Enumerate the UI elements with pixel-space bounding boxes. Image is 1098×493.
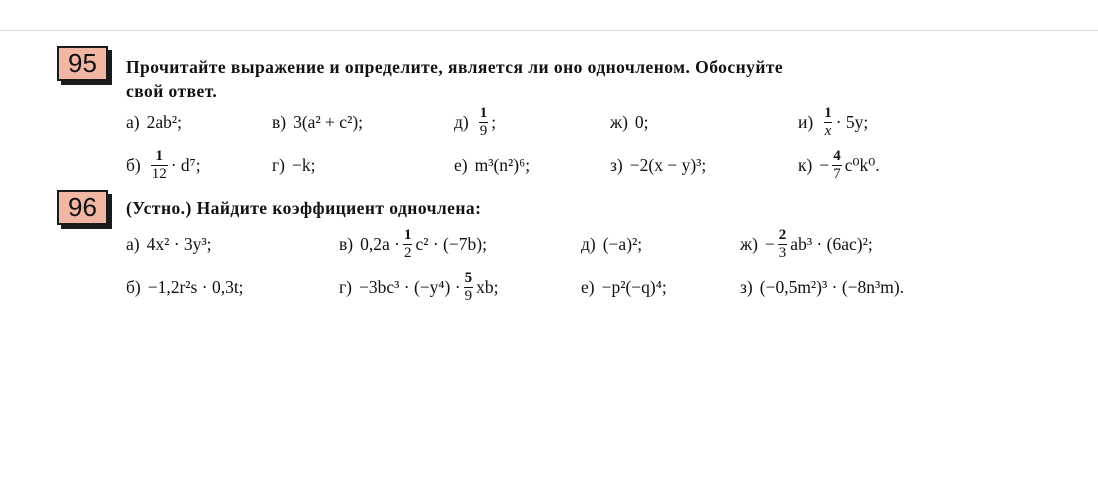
item-expression: ab³ · (6ac)²; bbox=[790, 233, 873, 254]
item-expression-prefix: 0,2a · bbox=[360, 233, 400, 254]
item-expression: −1,2r²s · 0,3t; bbox=[147, 276, 244, 297]
fraction-denominator: 7 bbox=[833, 165, 841, 182]
exercise-item-z bbox=[740, 272, 904, 302]
task-statement-line: (Устно.) Найдите коэффициент одночлена: bbox=[126, 198, 482, 218]
item-label: г) bbox=[272, 154, 286, 175]
exercise-item-e bbox=[581, 272, 667, 302]
fraction-denominator: 12 bbox=[151, 165, 167, 182]
fraction bbox=[823, 105, 833, 140]
exercise-item-k bbox=[798, 143, 880, 187]
item-label: в) bbox=[272, 111, 287, 132]
exercise-item-i bbox=[798, 100, 868, 144]
item-label: г) bbox=[339, 276, 353, 297]
item-label: а) bbox=[126, 111, 140, 132]
exercise-item-a bbox=[126, 107, 182, 137]
item-expression-prefix: − bbox=[764, 233, 775, 254]
fraction-denominator: x bbox=[824, 122, 832, 139]
item-label: ж) bbox=[740, 233, 758, 254]
fraction bbox=[151, 148, 168, 183]
fraction-denominator: 9 bbox=[464, 287, 473, 304]
item-expression: m³(n²)⁶; bbox=[474, 154, 531, 175]
exercise-item-zh bbox=[610, 107, 649, 137]
page-top-rule bbox=[0, 30, 1098, 31]
item-label: ж) bbox=[610, 111, 628, 132]
exercise-item-b bbox=[126, 272, 244, 302]
item-expression: −p²(−q)⁴; bbox=[601, 276, 667, 297]
fraction bbox=[479, 105, 489, 140]
item-expression: 2ab²; bbox=[146, 111, 182, 132]
item-label: д) bbox=[581, 233, 596, 254]
item-label: к) bbox=[798, 154, 813, 175]
fraction-numerator: 1 bbox=[403, 226, 412, 243]
fraction-numerator: 1 bbox=[824, 104, 832, 121]
item-expression: · 5y; bbox=[835, 111, 869, 132]
exercise-item-e bbox=[454, 150, 530, 180]
exercise-item-v bbox=[339, 222, 487, 266]
task-number-badge: 95 bbox=[57, 46, 108, 81]
item-label: з) bbox=[610, 154, 623, 175]
item-expression: · d⁷; bbox=[170, 154, 201, 175]
fraction-denominator: 2 bbox=[403, 244, 412, 261]
item-expression-prefix: − bbox=[819, 154, 830, 175]
fraction-denominator: 3 bbox=[778, 244, 787, 261]
task-statement-line: Прочитайте выражение и определите, является ли оно одночленом. Обоснуйте bbox=[126, 57, 784, 77]
task-statement bbox=[126, 196, 481, 220]
fraction bbox=[832, 148, 842, 183]
task-statement bbox=[126, 55, 783, 103]
task-statement-line: свой ответ. bbox=[126, 81, 218, 101]
exercise-item-a bbox=[126, 229, 212, 259]
item-label: в) bbox=[339, 233, 354, 254]
exercise-item-d bbox=[581, 229, 642, 259]
item-expression-prefix: −3bc³ · (−y⁴) · bbox=[359, 276, 461, 297]
item-expression: 0; bbox=[634, 111, 649, 132]
item-label: е) bbox=[454, 154, 468, 175]
exercise-item-z bbox=[610, 150, 706, 180]
item-expression: (−0,5m²)³ · (−8n³m). bbox=[759, 276, 905, 297]
fraction-numerator: 2 bbox=[778, 226, 787, 243]
exercise-item-zh bbox=[740, 222, 873, 266]
item-expression: c² · (−7b); bbox=[415, 233, 487, 254]
fraction bbox=[403, 227, 413, 262]
fraction-denominator: 9 bbox=[479, 122, 488, 139]
fraction-numerator: 1 bbox=[155, 147, 163, 164]
fraction-numerator: 4 bbox=[833, 147, 841, 164]
item-label: б) bbox=[126, 154, 141, 175]
task-number-badge: 96 bbox=[57, 190, 108, 225]
item-expression: −2(x − y)³; bbox=[629, 154, 707, 175]
item-expression: c⁰k⁰. bbox=[844, 154, 880, 175]
exercise-item-d bbox=[454, 100, 496, 144]
item-expression: xb; bbox=[476, 276, 499, 297]
item-label: е) bbox=[581, 276, 595, 297]
fraction-numerator: 1 bbox=[479, 104, 488, 121]
item-expression: ; bbox=[491, 111, 497, 132]
item-expression: −k; bbox=[292, 154, 316, 175]
item-label: д) bbox=[454, 111, 469, 132]
exercise-item-b bbox=[126, 143, 201, 187]
exercise-item-g bbox=[272, 150, 316, 180]
exercise-item-g bbox=[339, 265, 498, 309]
exercise-item-v bbox=[272, 107, 363, 137]
item-label: а) bbox=[126, 233, 140, 254]
item-expression: (−a)²; bbox=[602, 233, 643, 254]
fraction bbox=[464, 270, 474, 305]
item-label: и) bbox=[798, 111, 814, 132]
item-expression: 4x² · 3y³; bbox=[146, 233, 212, 254]
item-expression: 3(a² + c²); bbox=[293, 111, 364, 132]
item-label: б) bbox=[126, 276, 141, 297]
fraction-numerator: 5 bbox=[464, 269, 473, 286]
fraction bbox=[778, 227, 788, 262]
item-label: з) bbox=[740, 276, 753, 297]
